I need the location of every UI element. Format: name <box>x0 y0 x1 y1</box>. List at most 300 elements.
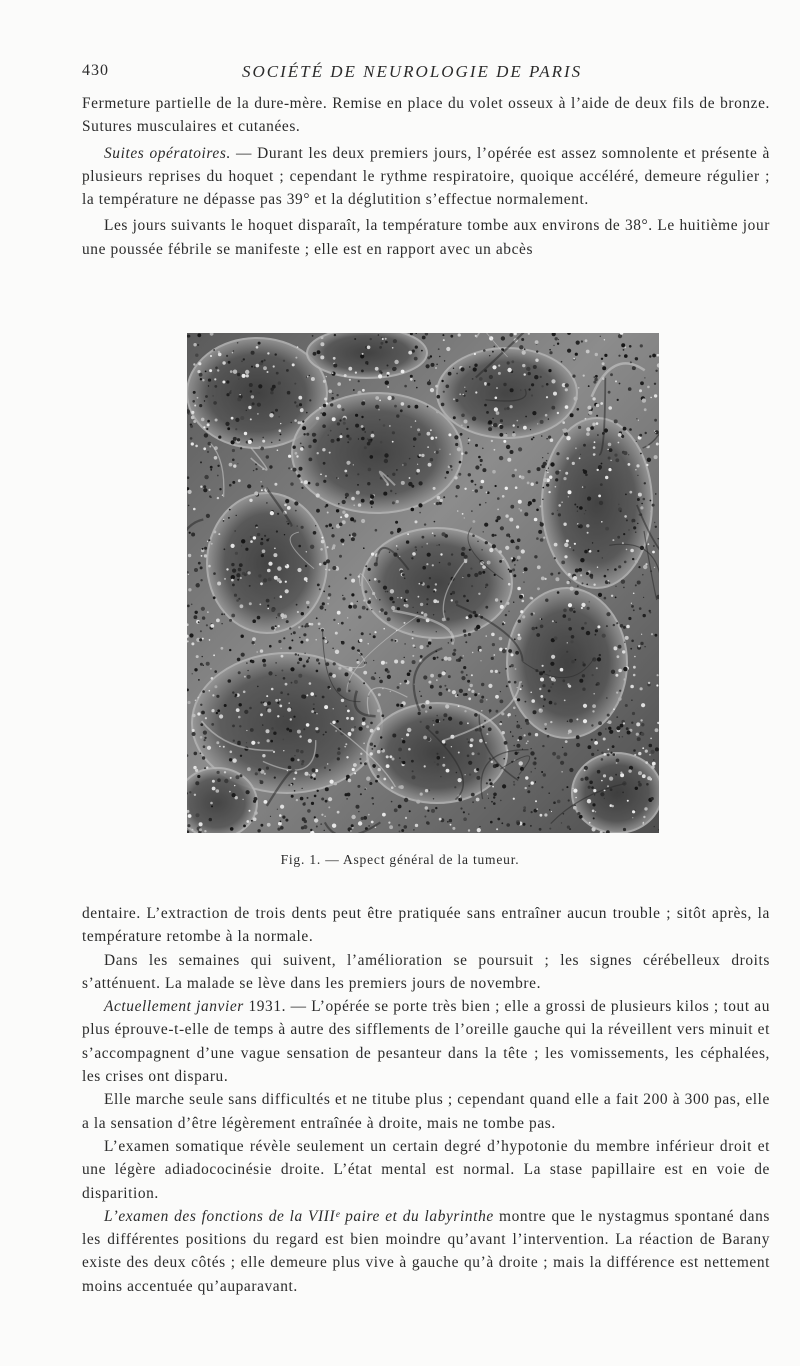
cell-speckle <box>497 818 500 821</box>
cell-speckle <box>204 767 206 769</box>
cell-speckle <box>465 390 467 392</box>
cell-speckle <box>232 459 235 462</box>
cell-speckle <box>622 792 624 794</box>
cell-speckle <box>286 369 289 372</box>
cell-speckle <box>548 418 549 419</box>
cell-speckle <box>480 699 484 703</box>
cell-speckle <box>578 387 580 389</box>
cell-speckle <box>489 712 490 713</box>
cell-speckle <box>315 695 317 697</box>
paragraph-closure: Fermeture partielle de la dure-mère. Remise en place du volet osseux à l’aide de deux fils de bronze. Sutures musculaires et cutanées. <box>82 95 770 136</box>
cell-speckle <box>392 431 395 434</box>
cell-speckle <box>528 372 531 375</box>
paragraph-weeks: Dans les semaines qui suivent, l’amélioration se poursuit ; les signes cérébelleux droits s’atténuent. La malade se lève dans les premiers jours de novembre. <box>82 951 770 992</box>
cell-speckle <box>246 790 250 794</box>
cell-speckle <box>613 708 615 710</box>
cell-speckle <box>193 766 196 769</box>
cell-speckle <box>251 820 253 822</box>
cell-speckle <box>206 514 210 518</box>
cell-speckle <box>221 623 222 624</box>
cell-speckle <box>448 562 452 566</box>
cell-speckle <box>513 574 516 577</box>
cell-speckle <box>406 599 408 601</box>
cell-speckle <box>615 380 617 382</box>
cell-speckle <box>300 443 302 445</box>
cell-speckle <box>364 788 366 790</box>
cell-speckle <box>348 690 350 692</box>
cell-speckle <box>542 457 543 458</box>
cell-speckle <box>637 475 638 476</box>
cell-speckle <box>437 657 439 659</box>
cell-speckle <box>490 821 493 824</box>
cell-speckle <box>228 361 231 364</box>
cell-speckle <box>247 571 250 574</box>
cell-speckle <box>393 339 397 343</box>
cell-speckle <box>563 477 566 480</box>
cell-speckle <box>387 591 389 593</box>
cell-speckle <box>229 791 231 793</box>
cell-speckle <box>427 810 429 812</box>
cell-speckle <box>397 597 398 598</box>
cell-speckle <box>549 349 551 351</box>
cell-speckle <box>624 678 626 680</box>
bottom-text-block <box>82 902 770 1298</box>
cell-speckle <box>256 468 258 470</box>
cell-speckle <box>618 442 620 444</box>
cell-speckle <box>517 721 518 722</box>
cell-speckle <box>608 443 612 447</box>
cell-speckle <box>460 433 463 436</box>
cell-speckle <box>522 685 524 687</box>
cell-speckle <box>578 426 581 429</box>
cell-speckle <box>591 753 594 756</box>
cell-speckle <box>367 442 371 446</box>
cell-speckle <box>467 426 469 428</box>
cell-speckle <box>392 347 394 349</box>
cell-speckle <box>314 433 316 435</box>
cell-speckle <box>566 436 570 440</box>
cell-speckle <box>204 554 207 557</box>
cell-speckle <box>290 482 293 485</box>
cell-speckle <box>337 404 341 408</box>
cell-speckle <box>617 655 620 658</box>
cell-speckle <box>600 402 603 405</box>
cell-speckle <box>436 410 439 413</box>
cell-speckle <box>658 538 659 539</box>
cell-speckle <box>565 388 568 391</box>
cell-speckle <box>546 484 549 487</box>
cell-speckle <box>480 459 483 462</box>
cell-speckle <box>448 675 451 678</box>
cell-speckle <box>345 705 347 707</box>
cell-speckle <box>290 718 292 720</box>
cell-speckle <box>390 589 394 593</box>
cell-speckle <box>261 538 263 540</box>
cell-speckle <box>568 603 572 607</box>
cell-speckle <box>459 689 463 693</box>
cell-speckle <box>581 340 583 342</box>
cell-speckle <box>465 641 467 643</box>
cell-speckle <box>297 759 299 761</box>
cell-speckle <box>436 715 438 717</box>
cell-speckle <box>206 624 208 626</box>
cell-speckle <box>217 369 219 371</box>
page-number: 430 <box>82 62 109 79</box>
cell-speckle <box>271 608 275 612</box>
cell-speckle <box>456 485 460 489</box>
cell-speckle <box>207 451 209 453</box>
cell-speckle <box>432 564 434 566</box>
cell-speckle <box>463 395 465 397</box>
cell-speckle <box>274 597 276 599</box>
cell-speckle <box>321 412 322 413</box>
cell-speckle <box>506 602 509 605</box>
cell-speckle <box>323 404 326 407</box>
cell-speckle <box>563 523 566 526</box>
cell-speckle <box>481 683 484 686</box>
cell-speckle <box>482 726 484 728</box>
cell-speckle <box>285 564 286 565</box>
cell-speckle <box>624 346 626 348</box>
cell-speckle <box>636 733 639 736</box>
cell-speckle <box>536 808 538 810</box>
cell-speckle <box>212 787 216 791</box>
cell-speckle <box>371 748 373 750</box>
cell-speckle <box>566 651 568 653</box>
cell-speckle <box>596 684 598 686</box>
cell-speckle <box>629 428 632 431</box>
cell-speckle <box>349 574 351 576</box>
cell-speckle <box>238 479 241 482</box>
cell-speckle <box>299 637 300 638</box>
cell-speckle <box>530 692 532 694</box>
cell-speckle <box>199 828 202 831</box>
cell-speckle <box>561 561 565 565</box>
cell-speckle <box>629 345 632 348</box>
cell-speckle <box>439 449 440 450</box>
cell-speckle <box>266 599 270 603</box>
cell-speckle <box>264 773 266 775</box>
cell-speckle <box>337 751 341 755</box>
cell-speckle <box>564 752 568 756</box>
cell-speckle <box>487 383 490 386</box>
cell-speckle <box>264 359 266 361</box>
cell-speckle <box>228 517 230 519</box>
cell-speckle <box>598 593 602 597</box>
cell-speckle <box>370 495 374 499</box>
cell-speckle <box>505 546 509 550</box>
cell-speckle <box>631 603 632 604</box>
cell-speckle <box>345 743 347 745</box>
tissue-lobule <box>572 753 659 833</box>
cell-speckle <box>635 560 638 563</box>
cell-speckle <box>623 349 625 351</box>
cell-speckle <box>650 500 652 502</box>
cell-speckle <box>383 628 385 630</box>
cell-speckle <box>607 569 609 571</box>
cell-speckle <box>298 654 300 656</box>
cell-speckle <box>479 504 481 506</box>
cell-speckle <box>601 758 604 761</box>
cell-speckle <box>236 573 240 577</box>
cell-speckle <box>194 615 198 619</box>
cell-speckle <box>192 673 193 674</box>
cell-speckle <box>647 776 651 780</box>
cell-speckle <box>589 822 591 824</box>
cell-speckle <box>329 523 332 526</box>
cell-speckle <box>456 373 458 375</box>
cell-speckle <box>370 743 373 746</box>
cell-speckle <box>262 659 266 663</box>
cell-speckle <box>285 683 288 686</box>
cell-speckle <box>558 572 560 574</box>
cell-speckle <box>475 484 477 486</box>
cell-speckle <box>595 634 597 636</box>
cell-speckle <box>543 773 546 776</box>
cell-speckle <box>389 825 393 829</box>
cell-speckle <box>422 336 426 340</box>
cell-speckle <box>642 774 646 778</box>
cell-speckle <box>497 497 500 500</box>
cell-speckle <box>208 379 211 382</box>
cell-speckle <box>233 370 237 374</box>
cell-speckle <box>644 408 647 411</box>
cell-speckle <box>360 354 364 358</box>
cell-speckle <box>368 814 370 816</box>
cell-speckle <box>267 823 271 827</box>
cell-speckle <box>533 710 537 714</box>
cell-speckle <box>588 411 592 415</box>
cell-speckle <box>372 803 374 805</box>
cell-speckle <box>512 568 515 571</box>
cell-speckle <box>595 353 598 356</box>
cell-speckle <box>279 699 281 701</box>
cell-speckle <box>197 370 200 373</box>
cell-speckle <box>453 368 454 369</box>
cell-speckle <box>567 642 568 643</box>
cell-speckle <box>586 524 589 527</box>
cell-speckle <box>299 735 301 737</box>
cell-speckle <box>505 668 507 670</box>
cell-speckle <box>584 770 586 772</box>
cell-speckle <box>249 585 251 587</box>
cell-speckle <box>468 473 471 476</box>
cell-speckle <box>239 394 240 395</box>
cell-speckle <box>483 349 486 352</box>
cell-speckle <box>429 706 432 709</box>
cell-speckle <box>340 435 343 438</box>
cell-speckle <box>555 577 559 581</box>
tissue-lobule <box>207 493 327 633</box>
cell-speckle <box>528 470 531 473</box>
cell-speckle <box>447 821 449 823</box>
cell-speckle <box>368 468 372 472</box>
cell-speckle <box>555 471 559 475</box>
cell-speckle <box>214 385 217 388</box>
cell-speckle <box>495 519 498 522</box>
cell-speckle <box>523 823 526 826</box>
cell-speckle <box>214 378 216 380</box>
cell-speckle <box>408 482 412 486</box>
cell-speckle <box>573 789 577 793</box>
cell-speckle <box>453 398 455 400</box>
cell-speckle <box>469 744 472 747</box>
cell-speckle <box>419 691 420 692</box>
cell-speckle <box>344 746 346 748</box>
cell-speckle <box>571 660 574 663</box>
cell-speckle <box>618 645 622 649</box>
cell-speckle <box>345 493 349 497</box>
cell-speckle <box>616 622 618 624</box>
cell-speckle <box>275 675 276 676</box>
cell-speckle <box>320 548 323 551</box>
cell-speckle <box>276 617 277 618</box>
cell-speckle <box>437 395 441 399</box>
cell-speckle <box>361 401 365 405</box>
cell-speckle <box>484 382 487 385</box>
cell-speckle <box>233 437 237 441</box>
cell-speckle <box>267 371 269 373</box>
cell-speckle <box>314 816 316 818</box>
cell-speckle <box>216 712 218 714</box>
cell-speckle <box>564 543 568 547</box>
cell-speckle <box>246 730 247 731</box>
cell-speckle <box>514 469 517 472</box>
cell-speckle <box>329 673 333 677</box>
cell-speckle <box>203 731 207 735</box>
cell-speckle <box>521 476 525 480</box>
cell-speckle <box>433 798 434 799</box>
cell-speckle <box>346 798 348 800</box>
cell-speckle <box>248 406 251 409</box>
cell-speckle <box>444 656 448 660</box>
cell-speckle <box>255 772 258 775</box>
cell-speckle <box>512 433 516 437</box>
cell-speckle <box>596 404 600 408</box>
cell-speckle <box>420 645 424 649</box>
cell-speckle <box>466 599 469 602</box>
cell-speckle <box>608 720 612 724</box>
cell-speckle <box>391 801 393 803</box>
cell-speckle <box>404 798 408 802</box>
cell-speckle <box>404 643 406 645</box>
cell-speckle <box>591 739 593 741</box>
cell-speckle <box>315 525 316 526</box>
cell-speckle <box>654 394 657 397</box>
cell-speckle <box>335 632 338 635</box>
cell-speckle <box>288 455 291 458</box>
cell-speckle <box>412 637 414 639</box>
cell-speckle <box>500 600 502 602</box>
cell-speckle <box>200 566 203 569</box>
cell-speckle <box>294 501 298 505</box>
cell-speckle <box>433 487 436 490</box>
cell-speckle <box>491 761 494 764</box>
cell-speckle <box>618 433 622 437</box>
postoperative-text: — Durant les deux premiers jours, l’opérée est assez somnolente et présente à plusieurs reprises du hoquet ; cependant le rythme respiratoire, quoique accéléré, demeure régulier ; la température ne dépasse pas 39° et la déglutition s’effectue normalement. <box>82 144 770 209</box>
cell-speckle <box>197 583 199 585</box>
cell-speckle <box>613 624 615 626</box>
cell-speckle <box>187 605 190 608</box>
cell-speckle <box>463 394 464 395</box>
cell-speckle <box>424 523 426 525</box>
cell-speckle <box>594 441 596 443</box>
cell-speckle <box>574 397 578 401</box>
cell-speckle <box>439 562 440 563</box>
cell-speckle <box>453 649 456 652</box>
cell-speckle <box>349 629 350 630</box>
cell-speckle <box>261 489 263 491</box>
cell-speckle <box>510 505 514 509</box>
cell-speckle <box>243 358 245 360</box>
cell-speckle <box>409 458 411 460</box>
cell-speckle <box>275 353 277 355</box>
cell-speckle <box>427 446 429 448</box>
cell-speckle <box>488 684 492 688</box>
cell-speckle <box>390 691 391 692</box>
cell-speckle <box>356 491 360 495</box>
cell-speckle <box>229 391 232 394</box>
cell-speckle <box>267 352 269 354</box>
cell-speckle <box>213 530 216 533</box>
cell-speckle <box>540 618 541 619</box>
cell-speckle <box>436 364 438 366</box>
cell-speckle <box>555 486 557 488</box>
cell-speckle <box>502 731 505 734</box>
cell-speckle <box>298 396 302 400</box>
cell-speckle <box>385 662 387 664</box>
cell-speckle <box>438 348 440 350</box>
cell-speckle <box>371 821 374 824</box>
cell-speckle <box>418 712 421 715</box>
cell-speckle <box>484 404 487 407</box>
cell-speckle <box>238 568 242 572</box>
cell-speckle <box>204 433 208 437</box>
cell-speckle <box>536 350 538 352</box>
cell-speckle <box>591 724 593 726</box>
cell-speckle <box>217 465 219 467</box>
cell-speckle <box>316 417 319 420</box>
cell-speckle <box>543 671 545 673</box>
cell-speckle <box>429 380 430 381</box>
cell-speckle <box>518 634 521 637</box>
cell-speckle <box>515 546 519 550</box>
cell-speckle <box>636 464 639 467</box>
cell-speckle <box>294 755 295 756</box>
cell-speckle <box>242 374 246 378</box>
cell-speckle <box>428 638 431 641</box>
cell-speckle <box>259 604 261 606</box>
cell-speckle <box>588 549 590 551</box>
cell-speckle <box>485 606 488 609</box>
cell-speckle <box>299 658 303 662</box>
cell-speckle <box>363 599 365 601</box>
cell-speckle <box>278 625 280 627</box>
cell-speckle <box>494 449 496 451</box>
cell-speckle <box>301 481 303 483</box>
cell-speckle <box>334 334 336 336</box>
cell-speckle <box>392 473 395 476</box>
cell-speckle <box>583 486 586 489</box>
cell-speckle <box>264 535 266 537</box>
cell-speckle <box>296 405 299 408</box>
cell-speckle <box>500 526 504 530</box>
cell-speckle <box>204 400 205 401</box>
cell-speckle <box>492 634 493 635</box>
cell-speckle <box>558 513 561 516</box>
cell-speckle <box>390 531 393 534</box>
cell-speckle <box>191 416 194 419</box>
